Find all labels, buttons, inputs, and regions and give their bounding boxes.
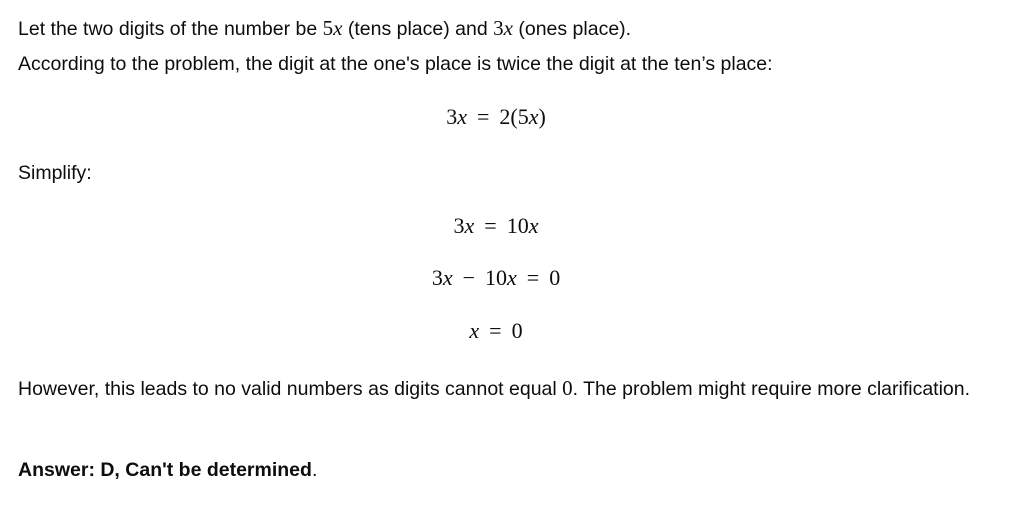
equation-3-rhs: 0	[549, 265, 561, 290]
conclusion-text-start: However, this leads to no valid numbers as digits cannot equal	[18, 378, 563, 400]
equation-1-rhs: 2(5x)	[499, 104, 546, 129]
equation-3-middle: 10x	[485, 265, 517, 290]
equation-3-equals: =	[526, 265, 540, 290]
problem-statement: According to the problem, the digit at the one's place is twice the digit at the ten’s place:	[18, 53, 773, 75]
math-variable-x: x	[528, 213, 539, 238]
answer-period: .	[311, 459, 318, 481]
simplify-label: Simplify:	[18, 162, 92, 184]
equation-4-equals: =	[489, 318, 502, 343]
equation-2-rhs: 10x	[506, 213, 539, 238]
equation-1	[18, 102, 974, 132]
math-variable-x: x	[457, 104, 467, 129]
inline-math-3x: 3x	[493, 16, 513, 40]
math-variable-x: x	[503, 16, 513, 40]
math-variable-x: x	[528, 104, 539, 129]
inline-math-zero: 0	[562, 376, 573, 400]
conclusion-text-end: . The problem might require more clarification.	[572, 378, 971, 400]
equation-4-lhs	[469, 318, 479, 343]
conclusion-paragraph	[18, 370, 998, 407]
equation-2-equals: =	[484, 213, 497, 238]
equation-2	[18, 211, 974, 241]
intro-paragraph	[18, 10, 631, 47]
answer-line	[18, 452, 317, 488]
math-variable-x: x	[507, 265, 517, 290]
inline-math-tens	[323, 16, 343, 40]
equation-1-lhs: 3x	[446, 104, 467, 129]
answer-text: Answer: D, Can't be determined	[18, 459, 312, 481]
inline-math-5x: 5x	[322, 16, 343, 40]
equation-3	[18, 263, 974, 293]
intro-text-end: (ones place).	[512, 18, 632, 40]
equation-4-rhs: 0	[511, 318, 523, 343]
math-variable-x: x	[464, 213, 475, 238]
math-variable-x: x	[442, 265, 453, 290]
equation-2-lhs: 3x	[453, 213, 475, 238]
intro-text-start: Let the two digits of the number be	[18, 18, 323, 40]
equation-4	[18, 316, 974, 346]
equation-3-minus: −	[462, 265, 475, 290]
inline-math-ones	[493, 16, 513, 40]
math-variable-x: x	[333, 16, 343, 40]
equation-3-lhs: 3x	[431, 265, 453, 290]
equation-1-equals: =	[476, 104, 490, 129]
intro-text-middle: (tens place) and	[342, 18, 494, 40]
math-variable-x: x	[469, 318, 480, 343]
